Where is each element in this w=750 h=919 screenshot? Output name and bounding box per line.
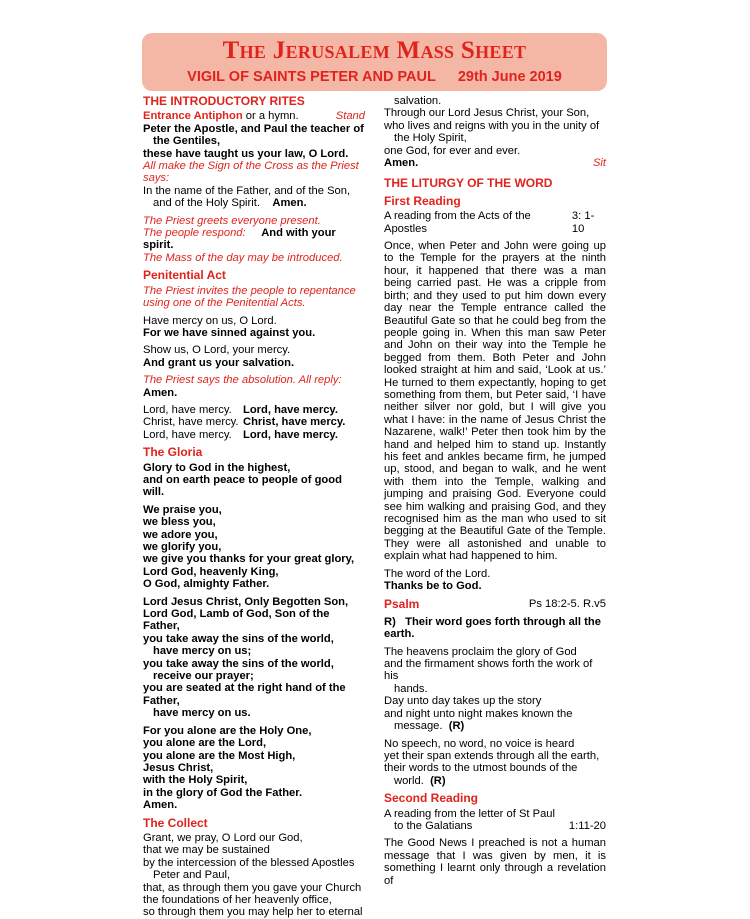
feast-name: VIGIL OF SAINTS PETER AND PAUL — [187, 69, 436, 85]
left-column — [143, 95, 365, 919]
antiphon-line: Peter the Apostle, and Paul the teacher of — [143, 122, 364, 135]
feast-date: 29th June 2019 — [457, 69, 562, 85]
versicle: Show us, O Lord, your mercy. — [143, 344, 291, 357]
collect-continuation: salvation. Through our Lord Jesus Christ, your Son, who lives and reigns with you in the unity of the Holy Spirit, one God, for ever and ever. — [384, 95, 600, 157]
stand-rubric: Stand — [335, 110, 365, 123]
liturgy-of-word-heading: THE LITURGY OF THE WORD — [384, 176, 553, 191]
collect-heading: The Collect — [143, 815, 208, 830]
second-reading-source: to the Galatians 1:11-20 — [394, 819, 606, 832]
masthead-title: The Jerusalem Mass Sheet — [222, 37, 527, 64]
gloria-stanza: Lord Jesus Christ, Only Begotten Son, Lord God, Lamb of God, Son of the Father, you take away the sins of the world, have mercy on us; you take away the sins of the world, receive our prayer; you are seated at the right hand of the Father, have mercy on us. — [143, 595, 349, 720]
amen-response: Amen. — [272, 197, 307, 210]
kyrie-row: Lord, have mercy. Lord, have mercy. — [143, 428, 338, 441]
kyrie-row: Christ, have mercy. Christ, have mercy. — [143, 416, 346, 429]
psalm-ref: Ps 18:2-5. R.v5 — [528, 598, 606, 611]
entrance-antiphon-label: Entrance Antiphon — [143, 110, 243, 123]
word-of-lord: The word of the Lord. — [384, 567, 491, 580]
introductory-rites-heading: THE INTRODUCTORY RITES — [143, 94, 305, 108]
penitential-act-heading: Penitential Act — [143, 268, 226, 283]
mass-intro-rubric: The Mass of the day may be introduced. — [143, 251, 343, 264]
sign-of-cross-rubric: All make the Sign of the Cross as the Priest says: — [143, 160, 359, 185]
penitential-rubric: The Priest invites the people to repentance using one of the Penitential Acts. — [143, 284, 356, 310]
gloria-stanza: Glory to God in the highest, and on earth peace to people of good will. — [143, 461, 342, 499]
gloria-stanza: For you alone are the Holy One, you alone are the Lord, you alone are the Most High, Jesus Christ, with the Holy Spirit, in the glory of God the Father. Amen. — [143, 724, 312, 812]
in-the-name-line: and of the Holy Spirit. Amen. — [153, 197, 307, 210]
feast-line — [142, 68, 607, 86]
second-reading-heading: Second Reading — [384, 791, 479, 806]
gloria-stanza: We praise you, we bless you, we adore you, we glorify you, we give you thanks for your great glory, Lord God, heavenly King, O God, almighty Father. — [143, 503, 355, 591]
entrance-antiphon-tail: or a hymn. — [242, 110, 299, 123]
second-reading-source: A reading from the letter of St Paul — [384, 807, 556, 820]
response: And grant us your salvation. — [143, 356, 295, 369]
thanks-be-to-god: Thanks be to God. — [384, 580, 482, 593]
collect-text: Grant, we pray, O Lord our God, that we may be sustained by the intercession of the blessed Apostles Peter and Paul, that, as through them you gave your Church the foundations of her heavenly office, so through them you may help her to eternal — [143, 831, 363, 919]
psalm-verse: No speech, no word, no voice is heard yet their span extends through all the earth, their words to the utmost bounds of the world. (R) — [384, 737, 600, 787]
second-reading-text: The Good News I preached is not a human message that I was given by men, it is something I learnt only through a revelation of — [384, 837, 606, 887]
right-column — [384, 95, 606, 887]
first-reading-text: Once, when Peter and John were going up to the Temple for the prayers at the ninth hour, it happened that there was a man being carried past. He was a cripple from birth; and they used to put him down every day near the Temple entrance called the Beautiful Gate so that he could beg from the people going in. When this man saw Peter and John on their way into the Temple he begged from them. Both Peter and John looked straight at him and said, ‘Look at us.’ He turned to them expectantly, hoping to get something from them, but Peter said, ‘I have neither silver nor gold, but I will give you what I have: in the name of Jesus Christ the Nazarene, walk!’ Peter then took him by the hand and helped him to stand up. Instantly his feet and ankles became firm, he jumped up, stood, and began to walk, and he went with them into the Temple, walking and jumping and praising God. Everyone could see him walking and praising God, and they recognised him as the man who used to sit begging at the Beautiful Gate of the Temple. They were all astonished and unable to explain what had happened to him. — [384, 240, 606, 563]
psalm-verse: The heavens proclaim the glory of God and the firmament shows forth the work of his hands. Day unto day takes up the story and night unto night makes known the message. (R) — [384, 645, 593, 733]
masthead — [142, 33, 607, 91]
absolution-line: The Priest says the absolution. All reply: Amen. — [143, 374, 342, 399]
first-reading-heading: First Reading — [384, 193, 461, 208]
response: For we have sinned against you. — [143, 326, 316, 339]
gloria-heading: The Gloria — [143, 445, 203, 460]
antiphon-line: the Gentiles, — [153, 135, 221, 148]
greeting-rubric: The Priest greets everyone present. — [143, 214, 321, 227]
versicle: Have mercy on us, O Lord. — [143, 314, 277, 327]
entrance-antiphon-line — [143, 110, 365, 122]
kyrie-row: Lord, have mercy. Lord, have mercy. — [143, 403, 338, 416]
first-reading-source: A reading from the Acts of the Apostles 3: 1-10 — [384, 210, 595, 235]
sit-rubric: Sit — [592, 157, 606, 170]
in-the-name-line: In the name of the Father, and of the Son, — [143, 184, 351, 197]
psalm-heading: Psalm — [384, 597, 420, 612]
psalm-heading-row — [384, 598, 606, 610]
collect-amen-line: Amen. Sit — [384, 157, 606, 170]
psalm-response: R) Their word goes forth through all the earth. — [384, 615, 601, 641]
antiphon-line: these have taught us your law, O Lord. — [143, 147, 349, 160]
people-respond-line: The people respond: And with your spirit. — [143, 227, 336, 252]
